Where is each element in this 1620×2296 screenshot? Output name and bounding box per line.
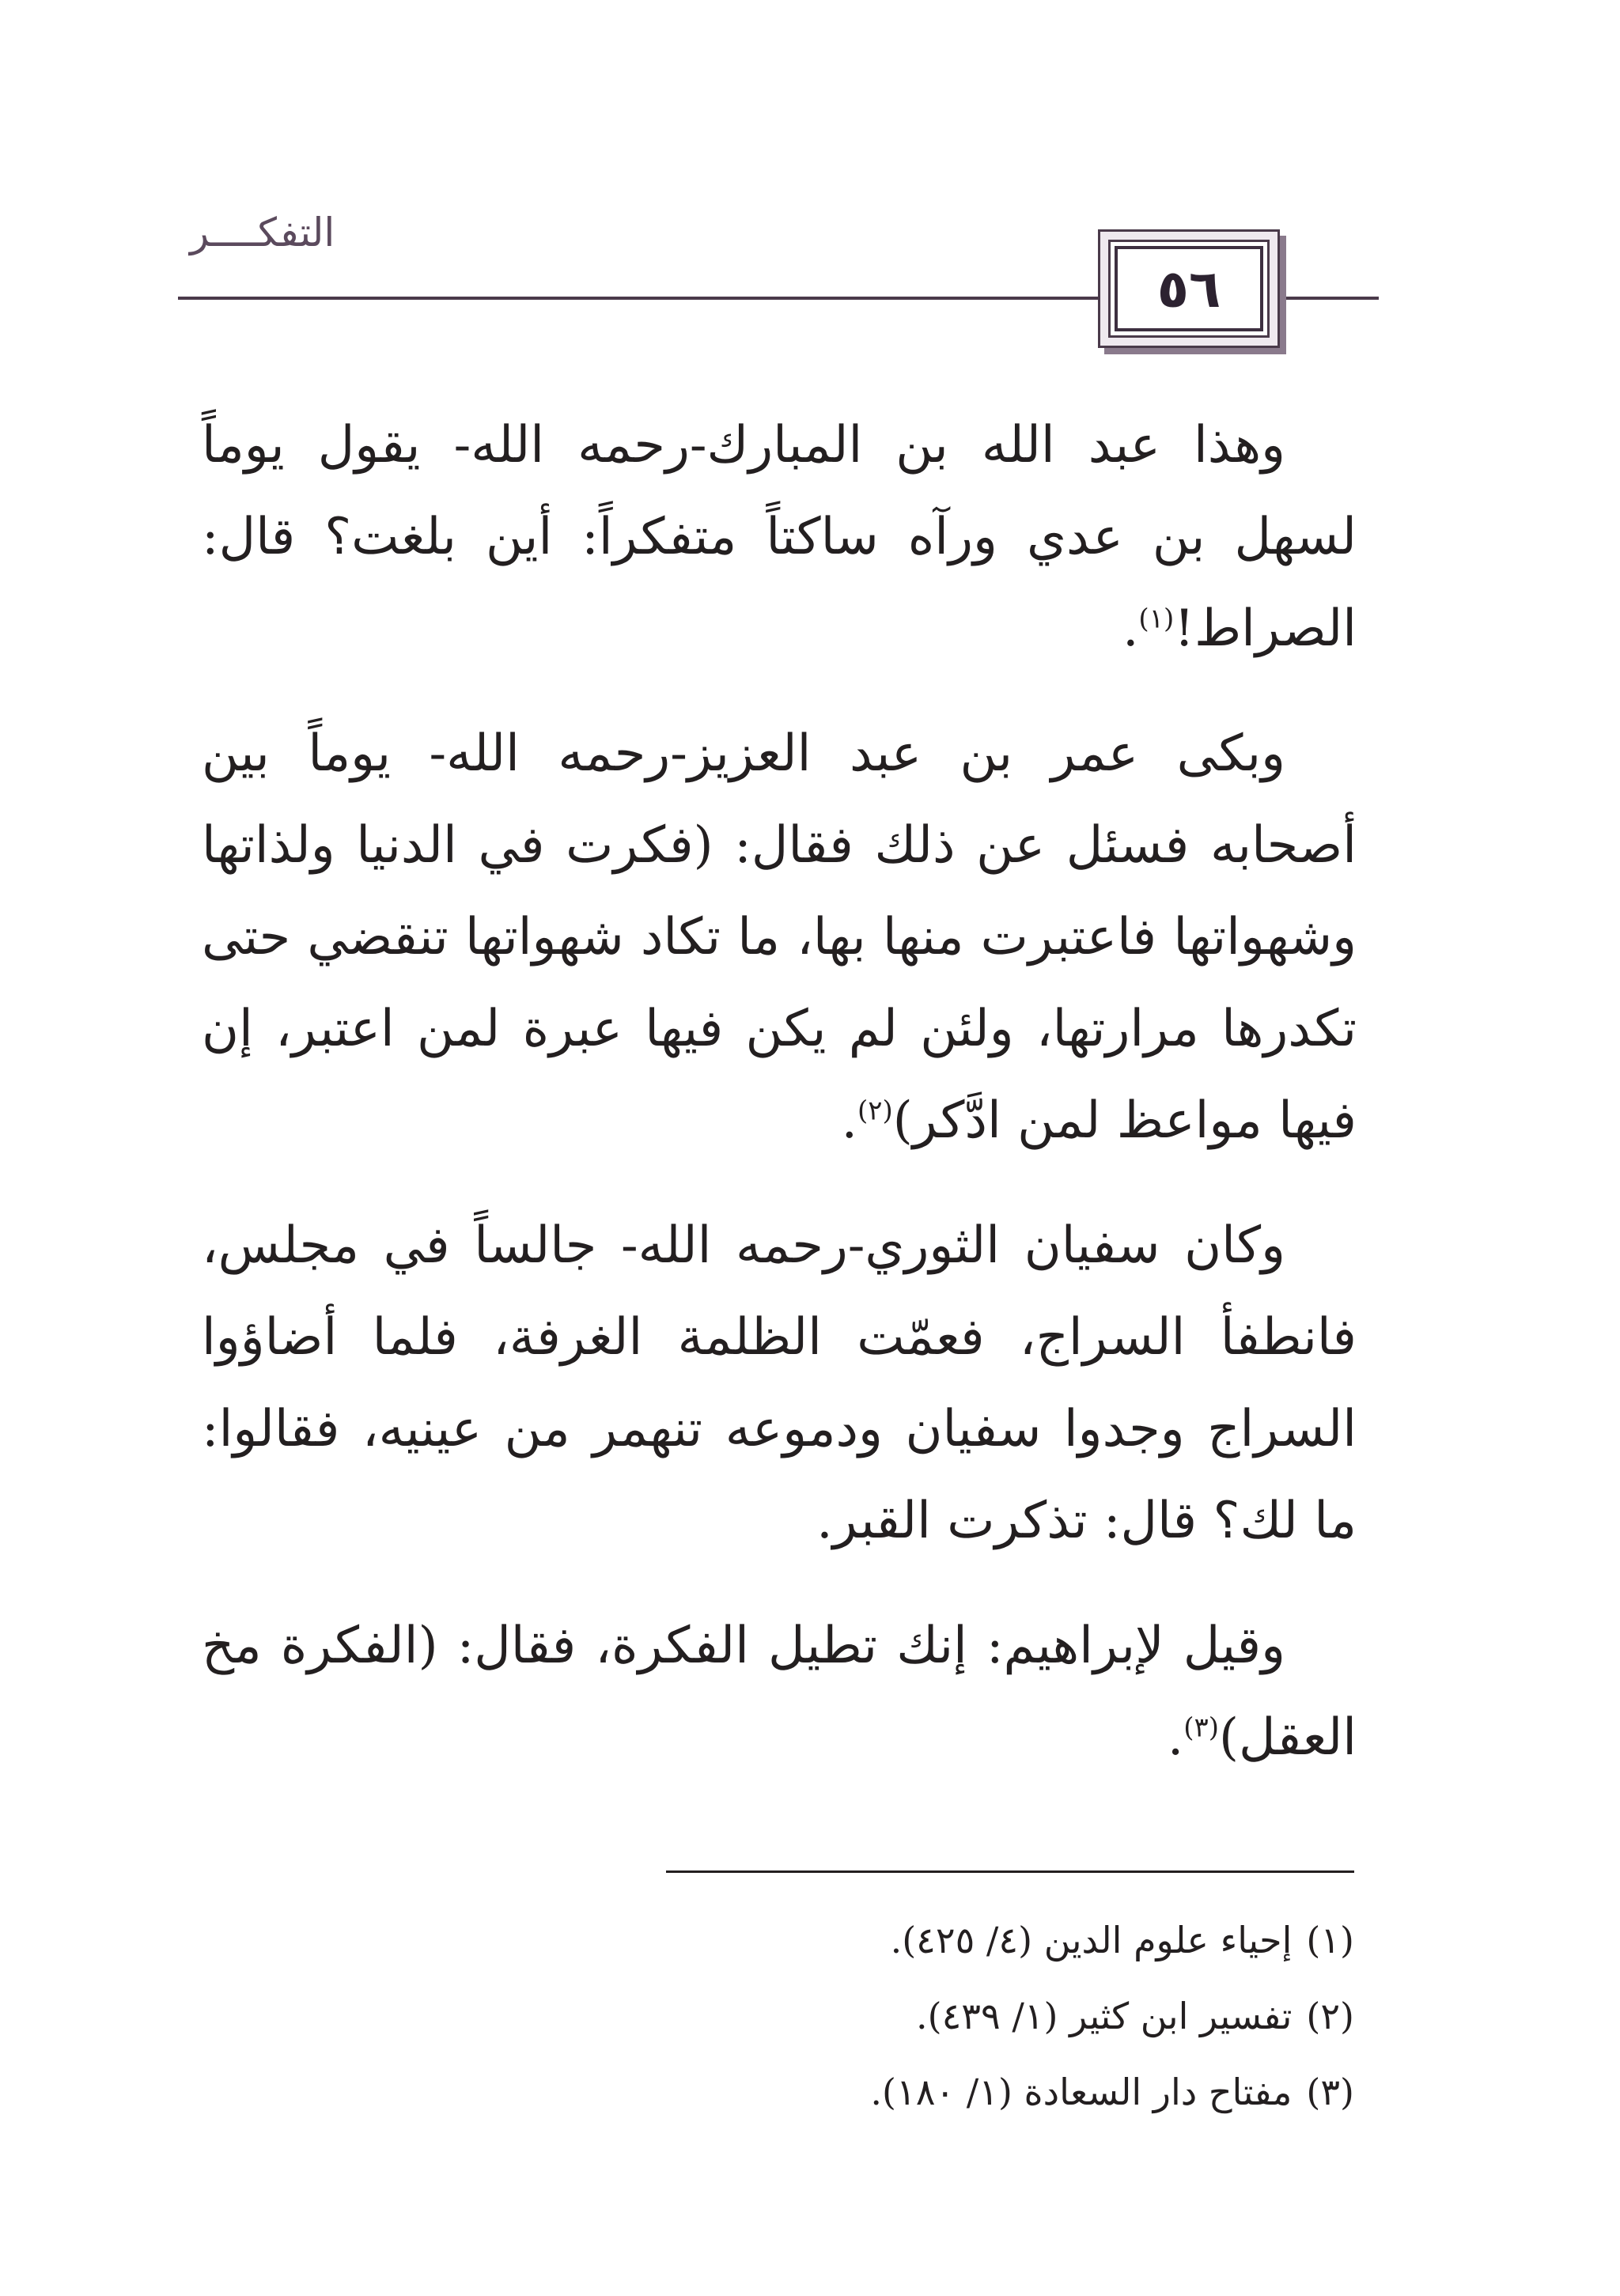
main-text: [202, 399, 1357, 1817]
footnote: [554, 1902, 1354, 1978]
paragraph-text: وهذا عبد الله بن المبارك-رحمه الله- يقول يوماً لسهل بن عدي ورآه ساكتاً متفكراً: أين بلغت؟ قال: الصراط!: [202, 416, 1357, 658]
paragraph: [202, 399, 1357, 675]
page-number: ٥٦: [1156, 258, 1221, 320]
footnote-text: تفسير ابن كثير (١/ ٤٣٩).: [916, 1995, 1293, 2037]
footnotes: [554, 1902, 1354, 2130]
footnote-number: (٣): [1306, 2071, 1354, 2113]
footnote-ref[interactable]: (٢): [857, 1095, 893, 1127]
paragraph-end: .: [1122, 600, 1139, 658]
paragraph-end: .: [1167, 1708, 1184, 1767]
paragraph-text: وقيل لإبراهيم: إنك تطيل الفكرة، فقال: (الفكرة مخ العقل): [202, 1617, 1357, 1767]
page-number-frame: [1098, 229, 1280, 348]
footnote-ref[interactable]: (١): [1138, 603, 1175, 635]
footnote-number: (١): [1306, 1919, 1354, 1961]
footnote-text: مفتاح دار السعادة (١/ ١٨٠).: [870, 2071, 1293, 2113]
footnote-text: إحياء علوم الدين (٤/ ٤٢٥).: [890, 1919, 1293, 1961]
footnote-number: (٢): [1306, 1995, 1354, 2037]
paragraph-text: وكان سفيان الثوري-رحمه الله- جالساً في مجلس، فانطفأ السراج، فعمّت الظلمة الغرفة، فلما أضاؤوا السراج وجدوا سفيان ودموعه تنهمر من عينيه، فقالوا: ما لك؟ قال: تذكرت القبر.: [202, 1216, 1357, 1550]
footnote-ref[interactable]: (٣): [1183, 1712, 1220, 1744]
footnote: [554, 2054, 1354, 2130]
footnote-rule: [666, 1870, 1354, 1873]
paragraph-end: .: [841, 1091, 857, 1150]
paragraph: [202, 1600, 1357, 1783]
running-title: التفكــــر: [190, 210, 335, 255]
paragraph: [202, 1200, 1357, 1567]
footnote: [554, 1978, 1354, 2054]
paragraph: [202, 708, 1357, 1167]
paragraph-text: وبكى عمر بن عبد العزيز-رحمه الله- يوماً بين أصحابه فسئل عن ذلك فقال: (فكرت في الدنيا ولذاتها وشهواتها فاعتبرت منها بها، ما تكاد شهواتها تنقضي حتى تكدرها مرارتها، ولئن لم يكن فيها عبرة لمن اعتبر، إن فيها مواعظ لمن ادَّكر): [202, 724, 1357, 1150]
